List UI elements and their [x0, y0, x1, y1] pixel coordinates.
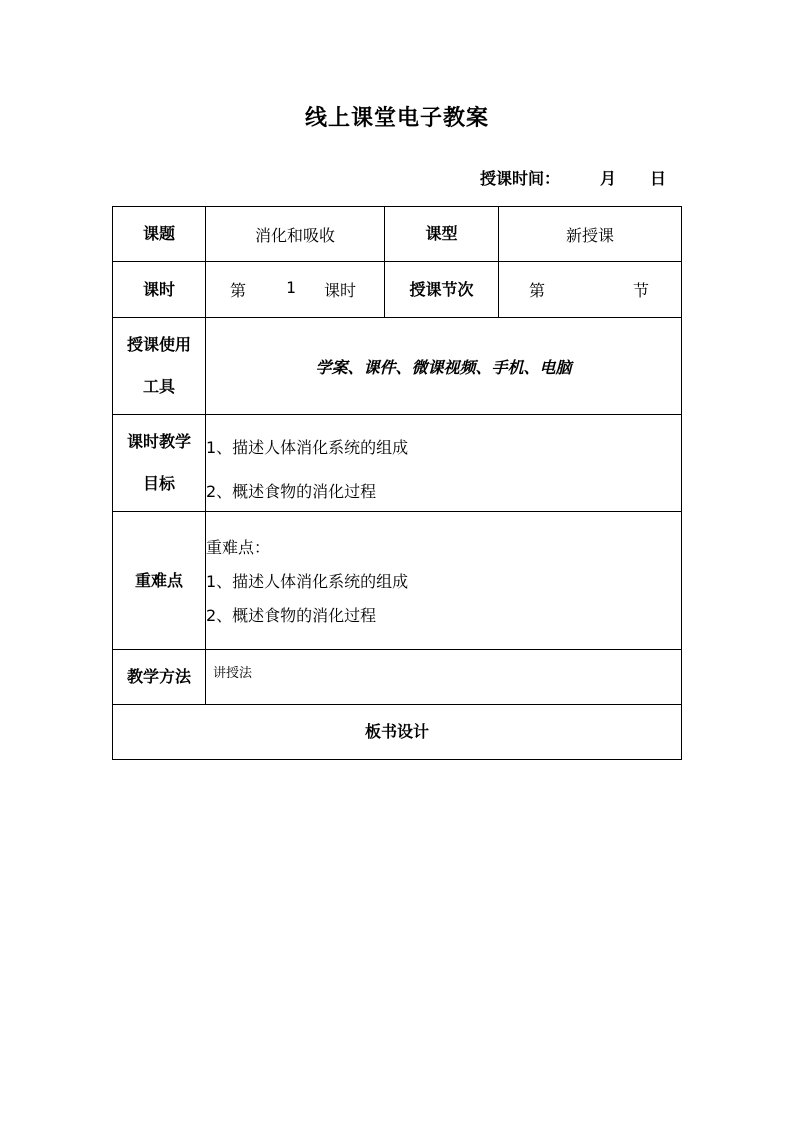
- table-row-topic: [113, 207, 682, 262]
- period-number: 1: [286, 278, 296, 297]
- lesson-plan-table: [112, 206, 682, 760]
- key-point-item: 1、描述人体消化系统的组成: [206, 572, 409, 591]
- table-row-period: [113, 262, 682, 318]
- date-day: 日: [650, 169, 667, 188]
- board-design-label: 板书设计: [113, 705, 682, 760]
- objectives-label-line1: 课时教学: [126, 432, 191, 451]
- tools-label-line2: 工具: [142, 377, 175, 396]
- document-title: 线上课堂电子教案: [304, 106, 489, 131]
- objective-item: 1、描述人体消化系统的组成: [206, 437, 409, 457]
- session-suffix: 节: [633, 281, 650, 300]
- tools-label: [113, 318, 206, 415]
- key-point-item: 2、概述食物的消化过程: [206, 606, 377, 625]
- table-row-method: [113, 650, 682, 705]
- session-prefix: 第: [529, 281, 546, 300]
- key-points-label: 重难点: [113, 512, 206, 650]
- table-row-board: [113, 705, 682, 760]
- type-value: 新授课: [499, 207, 682, 262]
- objectives-value: [206, 415, 682, 512]
- period-value: [206, 262, 385, 318]
- key-points-value: [206, 512, 682, 650]
- key-points-heading: 重难点：: [206, 538, 271, 557]
- session-value: [499, 262, 682, 318]
- table-row-objectives: [113, 415, 682, 512]
- period-suffix: 课时: [324, 281, 357, 300]
- session-label: 授课节次: [385, 262, 499, 318]
- objectives-label: [113, 415, 206, 512]
- table-row-tools: [113, 318, 682, 415]
- period-prefix: 第: [230, 281, 247, 300]
- period-label: 课时: [113, 262, 206, 318]
- type-label: 课型: [385, 207, 499, 262]
- objectives-label-line2: 目标: [142, 474, 175, 493]
- method-value: 讲授法: [206, 650, 682, 705]
- objective-item: 2、概述食物的消化过程: [206, 481, 377, 501]
- table-row-key-points: [113, 512, 682, 650]
- method-label: 教学方法: [113, 650, 206, 705]
- date-month: 月: [600, 169, 617, 188]
- tools-value: 学案、课件、微课视频、手机、电脑: [206, 318, 682, 415]
- tools-label-line1: 授课使用: [126, 335, 191, 354]
- date-label: 授课时间：: [480, 169, 561, 188]
- topic-value: 消化和吸收: [206, 207, 385, 262]
- topic-label: 课题: [113, 207, 206, 262]
